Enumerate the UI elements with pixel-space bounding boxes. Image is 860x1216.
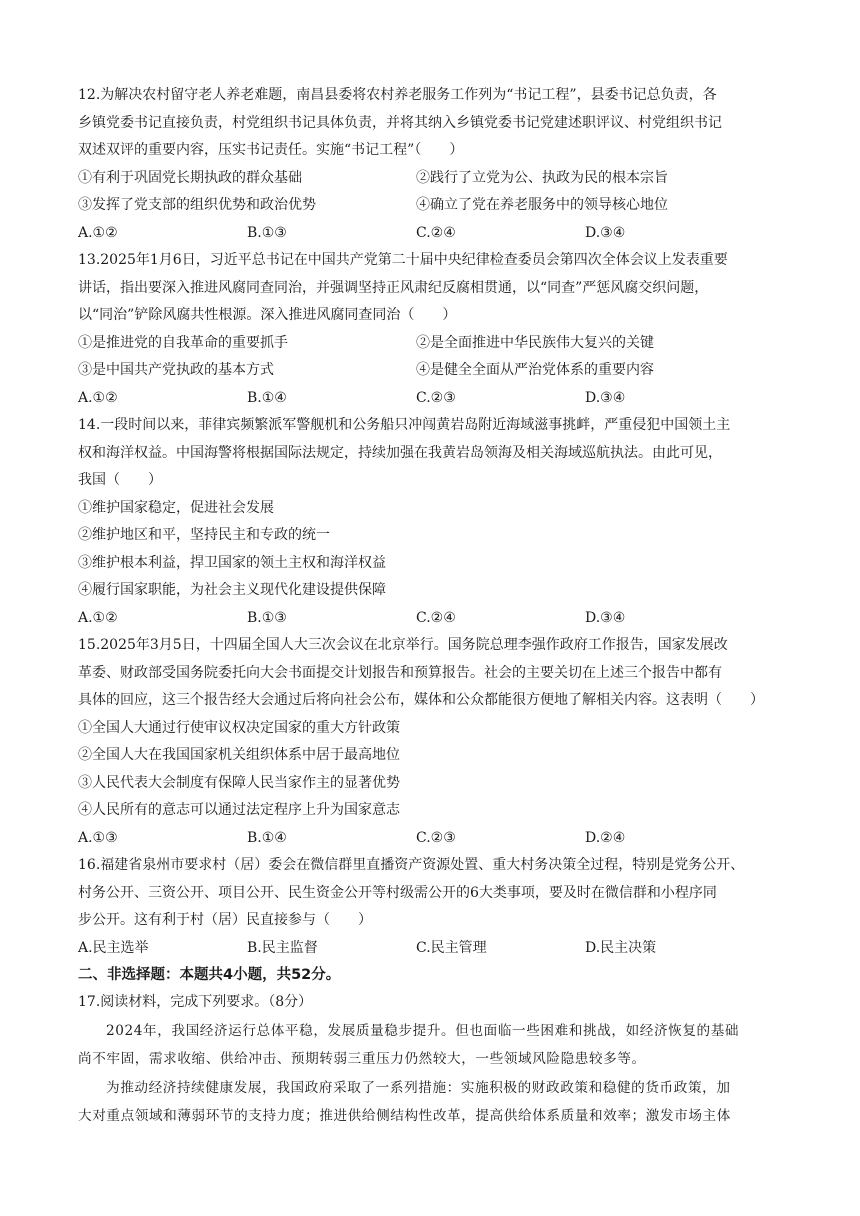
question-16 — [78, 852, 784, 962]
question-stem-line: 步公开。这有利于村（居）民直接参与（ ） — [78, 912, 372, 928]
question-stem-line: 乡镇党委书记直接负责，村党组织书记具体负责，并将其纳入乡镇党委书记党建述职评议、村党组织书记 — [78, 114, 722, 131]
choice-option: A.①② — [78, 389, 118, 406]
choice-option: B.①④ — [247, 389, 287, 406]
choice-row — [78, 605, 784, 633]
statement-item: ③发挥了党支部的组织优势和政治优势 — [78, 197, 316, 213]
choice-option: D.③④ — [585, 609, 626, 626]
statement-item: ②践行了立党为公、执政为民的根本宗旨 — [416, 169, 668, 186]
question-stem-line: 13.2025年1月6日，习近平总书记在中国共产党第二十届中央纪律检查委员会第四次全体会议上发表重要 — [78, 252, 728, 268]
choice-option: B.①④ — [247, 829, 287, 846]
statement-item: ③人民代表大会制度有保障人民当家作主的显著优势 — [78, 774, 400, 791]
choice-option: C.②④ — [416, 224, 456, 241]
choice-option: A.①② — [78, 224, 118, 241]
choice-option: D.②④ — [585, 829, 626, 846]
question-stem-line: 具体的回应，这三个报告经大会通过后将向社会公布，媒体和公众都能很方便地了解相关内容。这表明（ ） — [78, 692, 764, 708]
material-line: 为推动经济持续健康发展，我国政府采取了一系列措施：实施积极的财政政策和稳健的货币政策，加 — [106, 1079, 731, 1096]
statement-item: ②全国人大在我国国家机关组织体系中居于最高地位 — [78, 747, 400, 763]
statement-row — [78, 192, 784, 220]
statement-item: ④人民所有的意志可以通过法定程序上升为国家意志 — [78, 802, 400, 818]
question-stem-line: 15.2025年3月5日，十四届全国人大三次会议在北京举行。国务院总理李强作政府工作报告，国家发展改 — [78, 637, 728, 653]
question-13 — [78, 247, 784, 412]
question-stem-line: 14.一段时间以来，菲律宾频繁派军警舰机和公务船只冲闯黄岩岛附近海域滋事挑衅，严重侵犯中国领土主 — [78, 417, 731, 433]
choice-row — [78, 220, 784, 248]
question-17-stem: 17.阅读材料，完成下列要求。（8分） — [78, 994, 313, 1010]
material-line: 尚不牢固，需求收缩、供给冲击、预期转弱三重压力仍然较大，一些领域风险隐患较多等。 — [78, 1051, 646, 1067]
statement-item: ④是健全全面从严治党体系的重要内容 — [416, 362, 654, 378]
question-stem-line: 以“同治”铲除风腐共性根源。深入推进风腐同查同治（ ） — [78, 307, 457, 323]
material-line: 大对重点领域和薄弱环节的支持力度；推进供给侧结构性改革，提高供给体系质量和效率；激发市场主体 — [78, 1108, 731, 1124]
choice-row — [78, 825, 784, 853]
choice-option: C.②③ — [416, 829, 456, 846]
question-stem-line: 双述双评的重要内容，压实书记责任。实施“书记工程”（ ） — [78, 142, 464, 158]
statement-item: ③是中国共产党执政的基本方式 — [78, 362, 274, 378]
choice-option: A.民主选举 — [78, 939, 149, 956]
material-line: 2024年，我国经济运行总体平稳，发展质量稳步提升。但也面临一些困难和挑战，如经济恢复的基础 — [106, 1022, 740, 1039]
statement-row — [78, 357, 784, 385]
statement-item: ①有利于巩固党长期执政的群众基础 — [78, 169, 302, 186]
statement-item: ④履行国家职能，为社会主义现代化建设提供保障 — [78, 582, 386, 598]
question-stem-line: 16.福建省泉州市要求村（居）委会在微信群里直播资产资源处置、重大村务决策全过程，特别是党务公开、 — [78, 857, 745, 873]
question-15 — [78, 632, 784, 852]
question-stem-line: 权和海洋权益。中国海警将根据国际法规定，持续加强在我黄岩岛领海及相关海域巡航执法。由此可见， — [78, 444, 722, 461]
section-title: 二、非选择题：本题共4小题，共52分。 — [78, 967, 341, 983]
question-stem-line: 我国（ ） — [78, 472, 162, 488]
statement-item: ③维护根本利益，捍卫国家的领土主权和海洋权益 — [78, 554, 386, 571]
choice-option: D.③④ — [585, 389, 626, 406]
choice-option: B.①③ — [247, 609, 287, 626]
choice-option: C.②④ — [416, 609, 456, 626]
statement-item: ②维护地区和平，坚持民主和专政的统一 — [78, 527, 330, 543]
statement-item: ①全国人大通过行使审议权决定国家的重大方针政策 — [78, 719, 400, 736]
exam-page — [78, 82, 784, 1131]
choice-option: A.①③ — [78, 829, 118, 846]
question-12 — [78, 82, 784, 247]
choice-row — [78, 935, 784, 963]
choice-option: A.①② — [78, 609, 118, 626]
choice-row — [78, 385, 784, 413]
question-stem-line: 12.为解决农村留守老人养老难题，南昌县委将农村养老服务工作列为“书记工程”，县委书记总负责，各 — [78, 87, 717, 103]
choice-option: C.民主管理 — [416, 939, 487, 956]
statement-item: ②是全面推进中华民族伟大复兴的关键 — [416, 334, 654, 351]
question-stem-line: 革委、财政部受国务院委托向大会书面提交计划报告和预算报告。社会的主要关切在上述三个报告中都有 — [78, 664, 722, 681]
statement-row — [78, 330, 784, 358]
statement-row — [78, 165, 784, 193]
question-14 — [78, 412, 784, 632]
statement-item: ①维护国家稳定，促进社会发展 — [78, 499, 274, 516]
choice-option: B.民主监督 — [247, 939, 318, 956]
statement-item: ④确立了党在养老服务中的领导核心地位 — [416, 197, 668, 213]
choice-option: C.②③ — [416, 389, 456, 406]
choice-option: D.民主决策 — [585, 939, 657, 956]
choice-option: B.①③ — [247, 224, 287, 241]
statement-item: ①是推进党的自我革命的重要抓手 — [78, 334, 288, 351]
question-stem-line: 讲话，指出要深入推进风腐同查同治，并强调坚持正风肃纪反腐相贯通，以“同查”严惩风腐交织问题， — [78, 279, 709, 296]
question-stem-line: 村务公开、三资公开、项目公开、民生资金公开等村级需公开的6大类事项，要及时在微信群和小程序同 — [78, 884, 717, 901]
choice-option: D.③④ — [585, 224, 626, 241]
